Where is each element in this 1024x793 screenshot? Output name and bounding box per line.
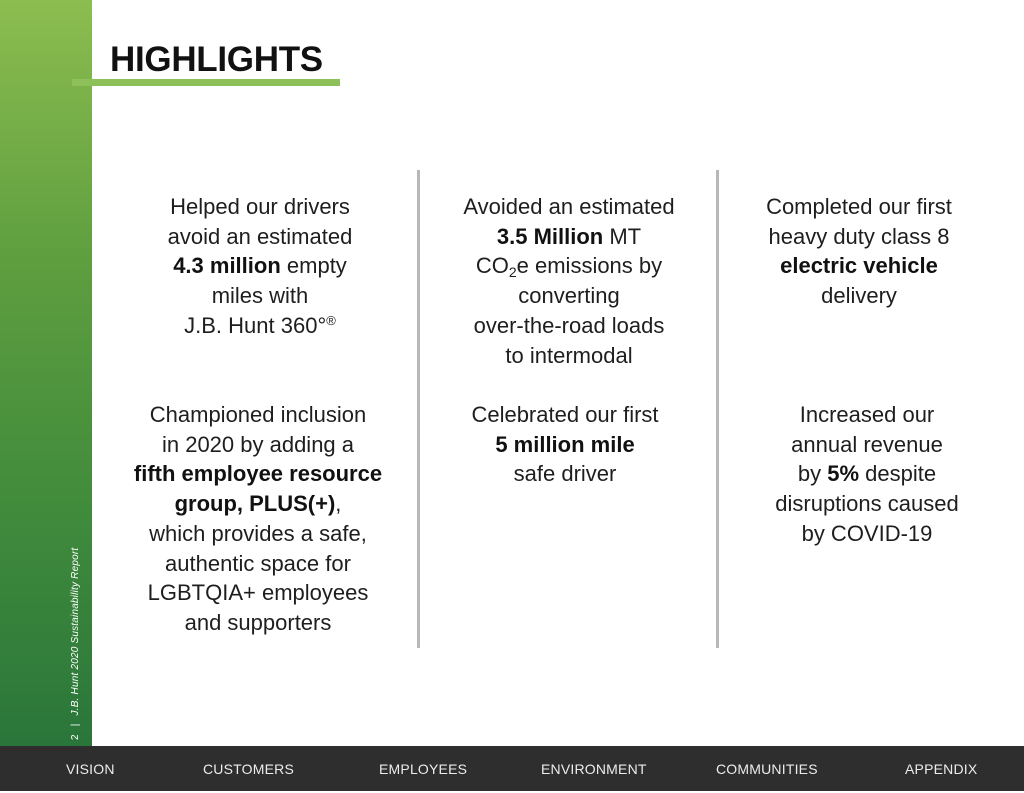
report-name: J.B. Hunt 2020 Sustainability Report (70, 547, 81, 716)
nav-communities[interactable]: COMMUNITIES (716, 761, 818, 777)
separator: | (70, 723, 81, 727)
page-number: 2 (70, 734, 81, 740)
nav-customers[interactable]: CUSTOMERS (203, 761, 294, 777)
highlight-emissions: Avoided an estimated 3.5 Million MT $CO_2e$ emissions by converting over-the-road loads to intermodal (463, 194, 675, 368)
bottom-nav (0, 746, 1024, 791)
nav-appendix[interactable]: APPENDIX (905, 761, 978, 777)
report-footer-text (70, 548, 81, 740)
nav-environment[interactable]: ENVIRONMENT (541, 761, 647, 777)
nav-employees[interactable]: EMPLOYEES (379, 761, 468, 777)
title-underline (72, 79, 340, 86)
highlight-safety: Celebrated our first 5 million mile safe driver (471, 402, 659, 487)
highlight-drivers: Helped our drivers avoid an estimated 4.3 million empty miles with J.B. Hunt 360°® (167, 194, 353, 338)
nav-vision[interactable]: VISION (66, 761, 115, 777)
highlight-revenue: Increased our annual revenue by 5% despite disruptions caused by COVID-19 (775, 402, 959, 546)
page-title: HIGHLIGHTS (110, 40, 323, 79)
highlight-inclusion: Championed inclusion in 2020 by adding a fifth employee resource group, PLUS(+), which provides a safe, authentic space for LGBTQIA+ employees and supporters (133, 402, 383, 635)
highlight-electric-vehicle: Completed our first heavy duty class 8 electric vehicle delivery (766, 194, 952, 309)
